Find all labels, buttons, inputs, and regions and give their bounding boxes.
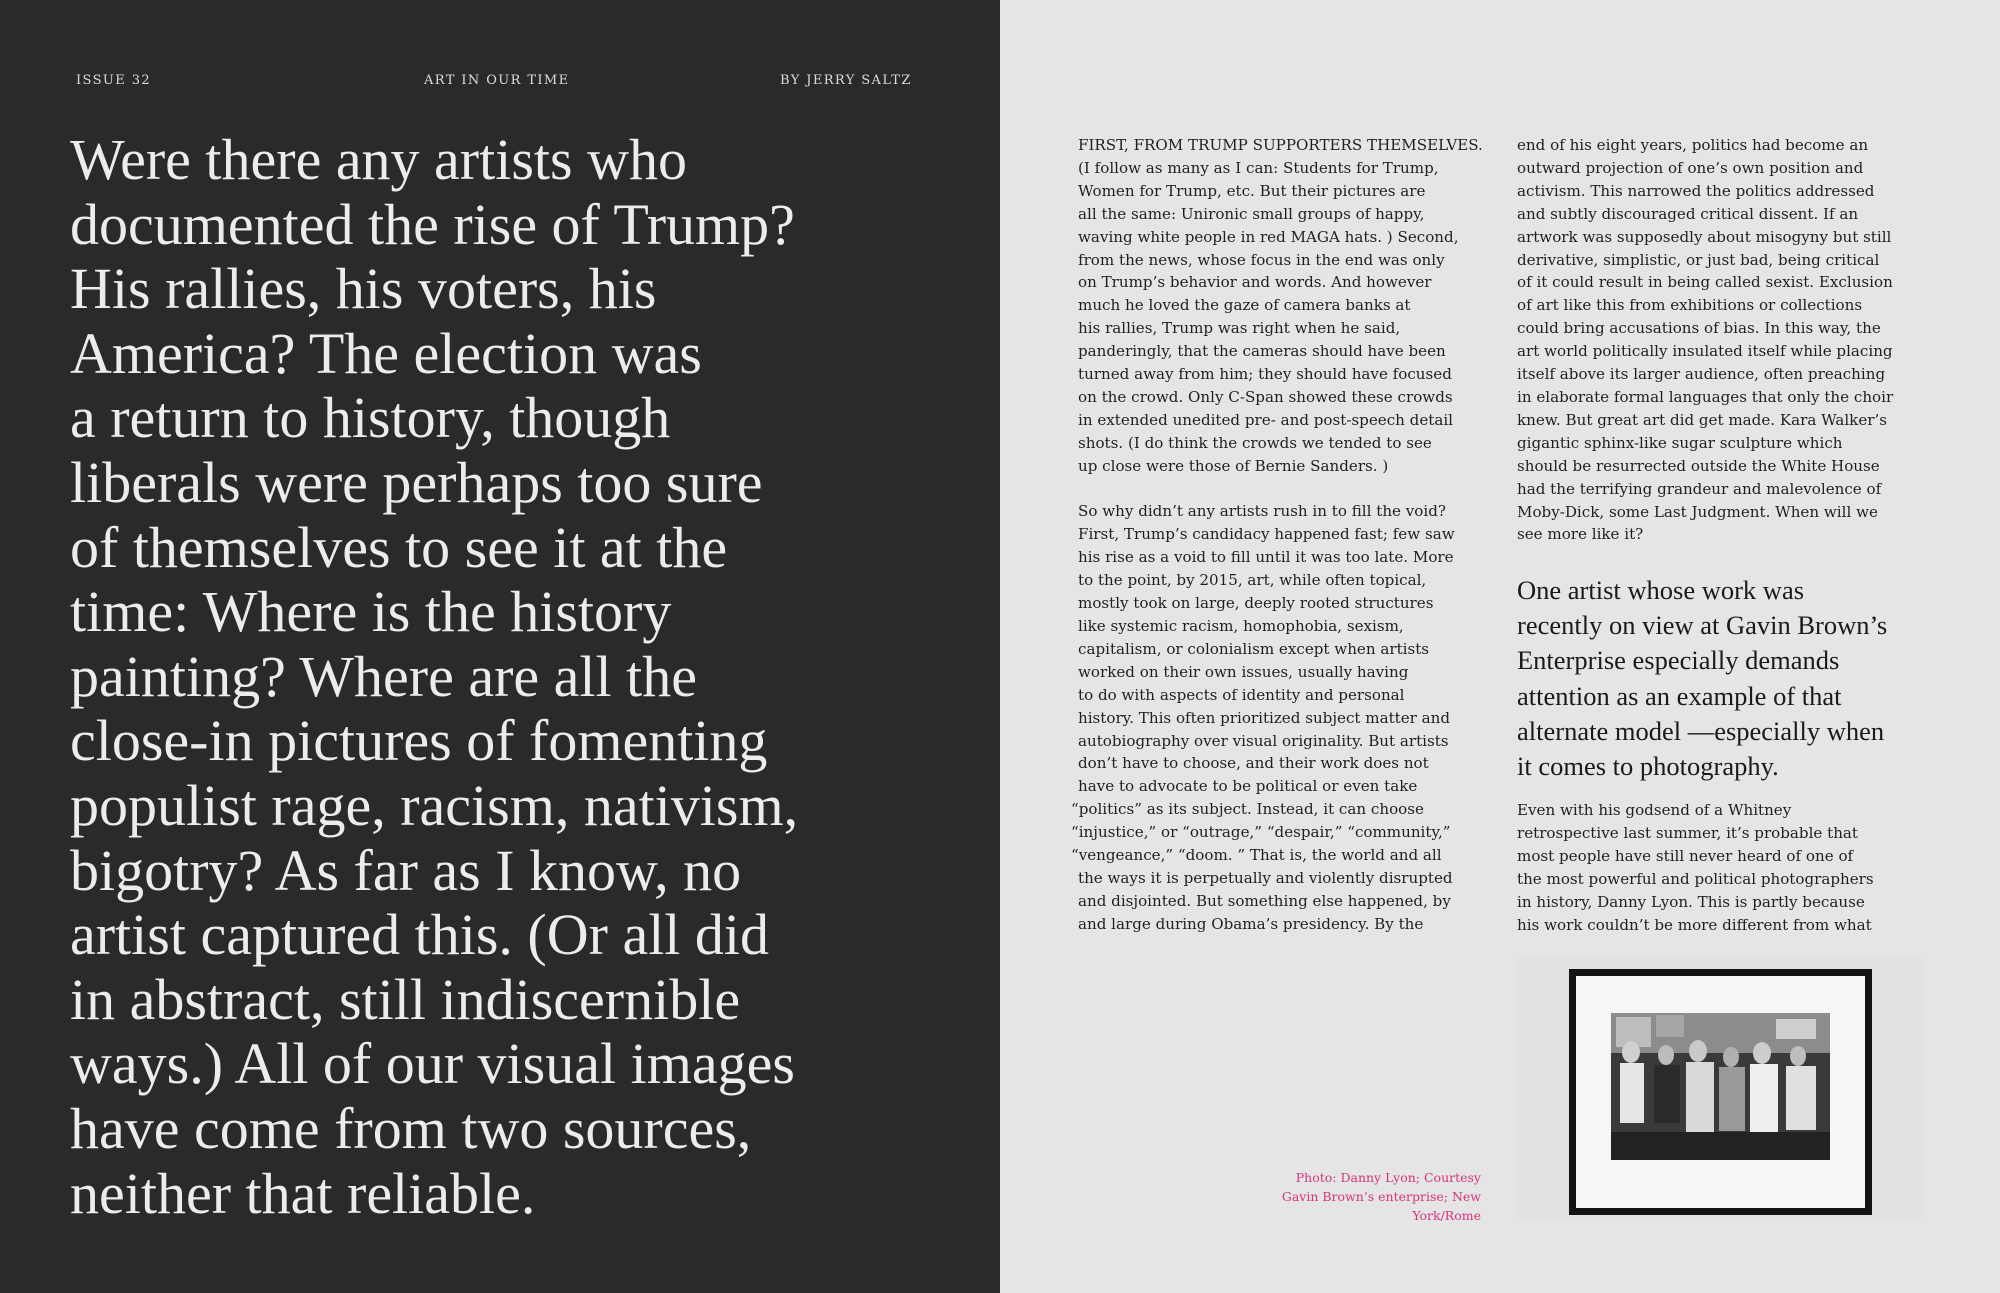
callout-line: Enterprise especially demands	[1517, 645, 1840, 676]
pull-quote-line: a return to history, though	[70, 385, 671, 451]
pull-quote-line: Were there any artists who	[70, 127, 687, 192]
pull-quote-line: ways.) All of our visual images	[70, 1031, 795, 1097]
pull-quote-line: His rallies, his voters, his	[70, 256, 657, 322]
framed-photograph-icon	[1516, 957, 1925, 1218]
pull-quote	[70, 128, 970, 1226]
body-text-line: end of his eight years, politics had become an	[1517, 136, 1869, 154]
pull-quote-line: painting? Where are all the	[70, 643, 697, 709]
body-text-line: don’t have to choose, and their work does not	[1078, 754, 1429, 773]
callout-line: One artist whose work was	[1517, 575, 1805, 605]
body-text-line: waving white people in red MAGA hats. ) Second,	[1078, 227, 1459, 246]
caption-line: Photo: Danny Lyon; Courtesy	[1295, 1170, 1481, 1185]
body-text-line: from the news, whose focus in the end was only	[1078, 250, 1445, 269]
body-text-line: in history, Danny Lyon. This is partly because	[1517, 892, 1865, 911]
pull-quote-line: have come from two sources,	[70, 1095, 752, 1161]
body-text-line: activism. This narrowed the politics addressed	[1517, 181, 1875, 200]
body-text-line: outward projection of one’s own position and	[1517, 158, 1864, 177]
author-byline: BY JERRY SALTZ	[780, 73, 912, 88]
body-text-line: his rallies, Trump was right when he said,	[1078, 319, 1401, 338]
issue-number: ISSUE 32	[76, 73, 152, 88]
body-text-line: like systemic racism, homophobia, sexism,	[1078, 617, 1404, 636]
body-text-line: (I follow as many as I can: Students for Trump,	[1078, 158, 1439, 177]
body-text-line: his rise as a void to fill until it was too late. More	[1078, 548, 1454, 567]
pull-quote-line: in abstract, still indiscernible	[70, 966, 741, 1032]
body-text-line: and subtly discouraged critical dissent. If an	[1517, 204, 1859, 223]
body-text-line: up close were those of Bernie Sanders. )	[1078, 456, 1389, 475]
caption-line: Gavin Brown’s enterprise; New	[1281, 1189, 1481, 1204]
photo-caption	[1255, 1168, 1481, 1225]
callout-line: recently on view at Gavin Brown’s	[1517, 610, 1888, 641]
pull-quote-line: America? The election was	[70, 320, 702, 386]
pull-quote-line: bigotry? As far as I know, no	[70, 837, 742, 903]
body-text-line: shots. (I do think the crowds we tended to see	[1078, 433, 1432, 452]
callout-line: it comes to photography.	[1517, 751, 1779, 782]
body-text-line: art world politically insulated itself while placing	[1517, 342, 1893, 361]
body-text-line: have to advocate to be political or even take	[1078, 777, 1418, 796]
body-text-line: Even with his godsend of a Whitney	[1517, 801, 1792, 819]
body-text-line: the ways it is perpetually and violently disrupted	[1078, 868, 1453, 887]
body-text-line: his work couldn’t be more different from what	[1517, 915, 1872, 934]
body-text-line: So why didn’t any artists rush in to fill the void?	[1078, 502, 1446, 521]
body-text-line: in elaborate formal languages that only the choir	[1517, 387, 1894, 406]
body-text-line: gigantic sphinx-like sugar sculpture which	[1517, 433, 1843, 452]
pull-quote-line: liberals were perhaps too sure	[70, 449, 763, 515]
callout-line: alternate model —especially when	[1517, 715, 1885, 746]
body-text-line: “injustice,” or “outrage,” “despair,” “community,”	[1071, 823, 1451, 842]
body-text-line: the most powerful and political photographers	[1517, 869, 1874, 888]
body-text-line: Moby-Dick, some Last Judgment. When will we	[1517, 502, 1878, 521]
body-text-line: could bring accusations of bias. In this way, the	[1517, 319, 1881, 338]
body-text-line: capitalism, or colonialism except when artists	[1078, 639, 1430, 658]
body-text-line: First, Trump’s candidacy happened fast; few saw	[1078, 525, 1455, 544]
body-text-line: artwork was supposedly about misogyny but still	[1517, 227, 1892, 246]
body-text-line: “politics” as its subject. Instead, it can choose	[1071, 800, 1424, 819]
body-text-line: autobiography over visual originality. But artists	[1078, 731, 1449, 750]
pull-quote-line: artist captured this. (Or all did	[70, 902, 770, 968]
body-text-line: mostly took on large, deeply rooted structures	[1078, 594, 1434, 613]
body-text-line: itself above its larger audience, often preaching	[1517, 365, 1886, 384]
pull-quote-line: close-in pictures of fomenting	[70, 708, 768, 774]
callout-line: attention as an example of that	[1517, 680, 1842, 711]
body-text-line: most people have still never heard of one of	[1517, 846, 1854, 865]
body-text-line: had the terrifying grandeur and malevolence of	[1517, 479, 1882, 498]
body-text-line: on Trump’s behavior and words. And however	[1078, 273, 1432, 292]
body-text-line: Women for Trump, etc. But their pictures are	[1078, 181, 1426, 200]
pull-quote-line: documented the rise of Trump?	[70, 191, 795, 257]
body-text-line: of it could result in being called sexist. Exclusion	[1517, 273, 1893, 292]
body-text-line: see more like it?	[1517, 525, 1644, 544]
body-text-line: retrospective last summer, it’s probable that	[1517, 823, 1859, 842]
body-text-line: FIRST, FROM TRUMP SUPPORTERS THEMSELVES.	[1078, 136, 1483, 154]
body-text-line: and disjointed. But something else happened, by	[1078, 891, 1451, 910]
body-text-line: history. This often prioritized subject matter and	[1078, 708, 1451, 727]
body-text-line: in extended unedited pre- and post-speech detail	[1078, 410, 1453, 429]
body-text-line: much he loved the gaze of camera banks at	[1078, 296, 1411, 315]
body-column-right-continued	[1517, 799, 1874, 936]
pull-quote-line: of themselves to see it at the	[70, 514, 728, 580]
body-text-line: to do with aspects of identity and personal	[1078, 685, 1405, 704]
body-text-line: “vengeance,” “doom. ” That is, the world and all	[1071, 846, 1442, 865]
pull-quote-line: neither that reliable.	[70, 1160, 536, 1226]
body-column-right	[1517, 134, 1937, 546]
body-text-line: on the crowd. Only C-Span showed these crowds	[1078, 387, 1453, 406]
body-text-line: all the same: Unironic small groups of happy,	[1078, 204, 1425, 223]
body-text-line: panderingly, that the cameras should have been	[1078, 342, 1446, 361]
pull-quote-line: populist rage, racism, nativism,	[70, 772, 799, 838]
callout-quote	[1517, 573, 1937, 784]
section-title: ART IN OUR TIME	[424, 73, 570, 88]
body-text-line: turned away from him; they should have focused	[1078, 365, 1452, 384]
body-text-line: and large during Obama’s presidency. By the	[1078, 914, 1424, 933]
body-text-line: should be resurrected outside the White House	[1517, 456, 1880, 475]
body-text-line: to the point, by 2015, art, while often topical,	[1078, 571, 1427, 590]
body-text-line: knew. But great art did get made. Kara Walker’s	[1517, 410, 1888, 429]
paragraph-gap	[1078, 478, 1488, 501]
body-text-line: derivative, simplistic, or just bad, being critical	[1517, 250, 1880, 269]
pull-quote-line: time: Where is the history	[70, 579, 672, 645]
body-column-left	[1071, 134, 1488, 936]
body-text-line: of art like this from exhibitions or collections	[1517, 296, 1863, 315]
caption-line: York/Rome	[1412, 1208, 1481, 1223]
body-text-line: worked on their own issues, usually having	[1078, 662, 1409, 681]
